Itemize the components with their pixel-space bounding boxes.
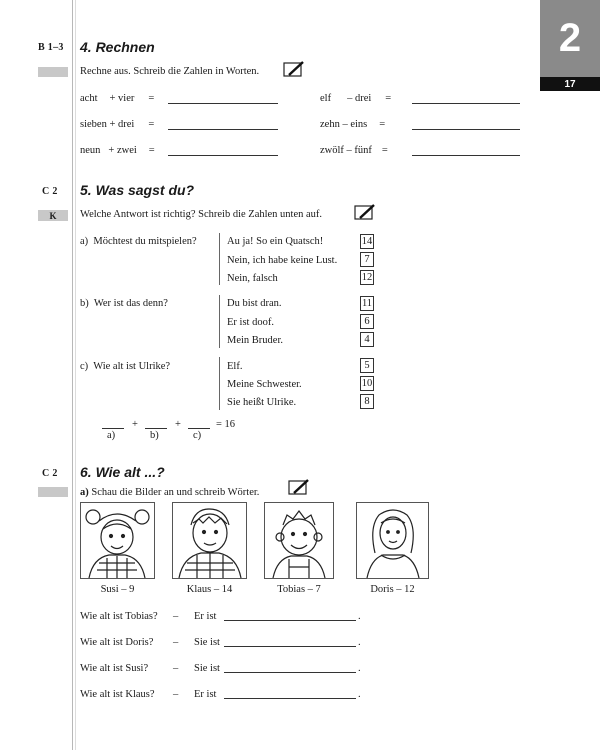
dash: – <box>173 689 179 700</box>
girl-pigtails-illustration <box>81 503 154 578</box>
margin-line <box>72 0 73 750</box>
sum-blank-c[interactable] <box>188 428 210 429</box>
answer-number: 11 <box>361 298 373 309</box>
answer-number: 5 <box>360 358 374 373</box>
section5-tab: K <box>38 210 68 221</box>
caption-doris: Doris – 12 <box>370 584 415 595</box>
section6-instruction: a) Schau die Bilder an und schreib Wörter. <box>80 487 260 498</box>
answer-option: Er ist doof. <box>227 317 274 328</box>
sum-result: = 16 <box>216 419 236 430</box>
answer-start: Er ist <box>194 611 217 622</box>
question-a: a) Möchtest du mitspielen? <box>80 236 197 247</box>
answer-blank[interactable] <box>224 620 356 621</box>
answer-number: 7 <box>360 252 374 267</box>
caption-susi: Susi – 9 <box>100 584 135 595</box>
pencil-writing-icon <box>288 479 310 495</box>
section6-tab <box>38 487 68 497</box>
answer-blank[interactable] <box>168 103 278 104</box>
problem-2: sieben + drei = <box>80 119 155 130</box>
portrait-klaus <box>172 502 247 579</box>
answer-blank[interactable] <box>224 672 356 673</box>
answer-option: Du bist dran. <box>227 298 282 309</box>
period: . <box>358 611 361 622</box>
bracket-line <box>219 233 220 285</box>
answer-start: Sie ist <box>194 663 220 674</box>
answer-blank[interactable] <box>412 129 520 130</box>
question-c: c) Wie alt ist Ulrike? <box>80 361 171 372</box>
section5-title: 5. Was sagst du? <box>80 182 195 198</box>
answer-blank[interactable] <box>224 698 356 699</box>
pencil-writing-icon <box>283 61 305 77</box>
section6-title: 6. Wie alt ...? <box>80 464 165 480</box>
answer-number: 14 <box>361 236 373 247</box>
caption-tobias: Tobias – 7 <box>277 584 321 595</box>
section4-ref: B 1–3 <box>38 42 64 53</box>
period: . <box>358 689 361 700</box>
problem-6: zwölf – fünf = <box>320 145 388 156</box>
answer-number: 8 <box>360 394 374 409</box>
sum-label-a: a) <box>107 430 116 441</box>
portrait-tobias <box>264 502 334 579</box>
chapter-number: 2 <box>540 0 600 77</box>
answer-option: Au ja! So ein Quatsch! <box>227 236 324 247</box>
caption-klaus: Klaus – 14 <box>186 584 233 595</box>
dash: – <box>173 663 179 674</box>
answer-number: 6 <box>360 314 374 329</box>
sum-blank-a[interactable] <box>102 428 124 429</box>
section4-title: 4. Rechnen <box>80 39 155 55</box>
dash: – <box>173 637 179 648</box>
period: . <box>358 663 361 674</box>
problem-1: acht + vier = <box>80 93 155 104</box>
answer-blank[interactable] <box>412 155 520 156</box>
dash: – <box>173 611 179 622</box>
section4-instruction: Rechne aus. Schreib die Zahlen in Worten. <box>80 66 260 77</box>
answer-option: Elf. <box>227 361 243 372</box>
answer-blank[interactable] <box>168 155 278 156</box>
answer-option: Nein, falsch <box>227 273 278 284</box>
age-question: Wie alt ist Klaus? <box>80 689 155 700</box>
section5-instruction: Welche Antwort ist richtig? Schreib die Zahlen unten auf. <box>80 209 323 220</box>
answer-number: 4 <box>360 332 374 347</box>
sum-blank-b[interactable] <box>145 428 167 429</box>
page-number: 17 <box>540 77 600 91</box>
answer-start: Er ist <box>194 689 217 700</box>
plus-sign: + <box>132 419 138 430</box>
answer-blank[interactable] <box>168 129 278 130</box>
problem-3: neun + zwei = <box>80 145 155 156</box>
age-question: Wie alt ist Tobias? <box>80 611 158 622</box>
problem-5: zehn – eins = <box>320 119 386 130</box>
plus-sign: + <box>175 419 181 430</box>
answer-option: Nein, ich habe keine Lust. <box>227 255 338 266</box>
bracket-line <box>219 295 220 348</box>
girl-illustration <box>357 503 428 578</box>
answer-number: 10 <box>361 378 373 389</box>
section5-ref: C 2 <box>42 186 58 197</box>
sum-label-b: b) <box>150 430 159 441</box>
question-b: b) Wer ist das denn? <box>80 298 168 309</box>
answer-number: 12 <box>361 272 373 283</box>
small-boy-illustration <box>265 503 333 578</box>
margin-line <box>75 0 76 750</box>
sum-label-c: c) <box>193 430 202 441</box>
answer-start: Sie ist <box>194 637 220 648</box>
portrait-doris <box>356 502 429 579</box>
answer-blank[interactable] <box>224 646 356 647</box>
age-question: Wie alt ist Susi? <box>80 663 149 674</box>
pencil-writing-icon <box>354 204 376 220</box>
answer-option: Mein Bruder. <box>227 335 283 346</box>
boy-illustration <box>173 503 246 578</box>
answer-option: Sie heißt Ulrike. <box>227 397 297 408</box>
answer-option: Meine Schwester. <box>227 379 302 390</box>
period: . <box>358 637 361 648</box>
section4-tab <box>38 67 68 77</box>
portrait-susi <box>80 502 155 579</box>
problem-4: elf – drei = <box>320 93 392 104</box>
section6-ref: C 2 <box>42 468 58 479</box>
answer-blank[interactable] <box>412 103 520 104</box>
age-question: Wie alt ist Doris? <box>80 637 154 648</box>
bracket-line <box>219 357 220 410</box>
